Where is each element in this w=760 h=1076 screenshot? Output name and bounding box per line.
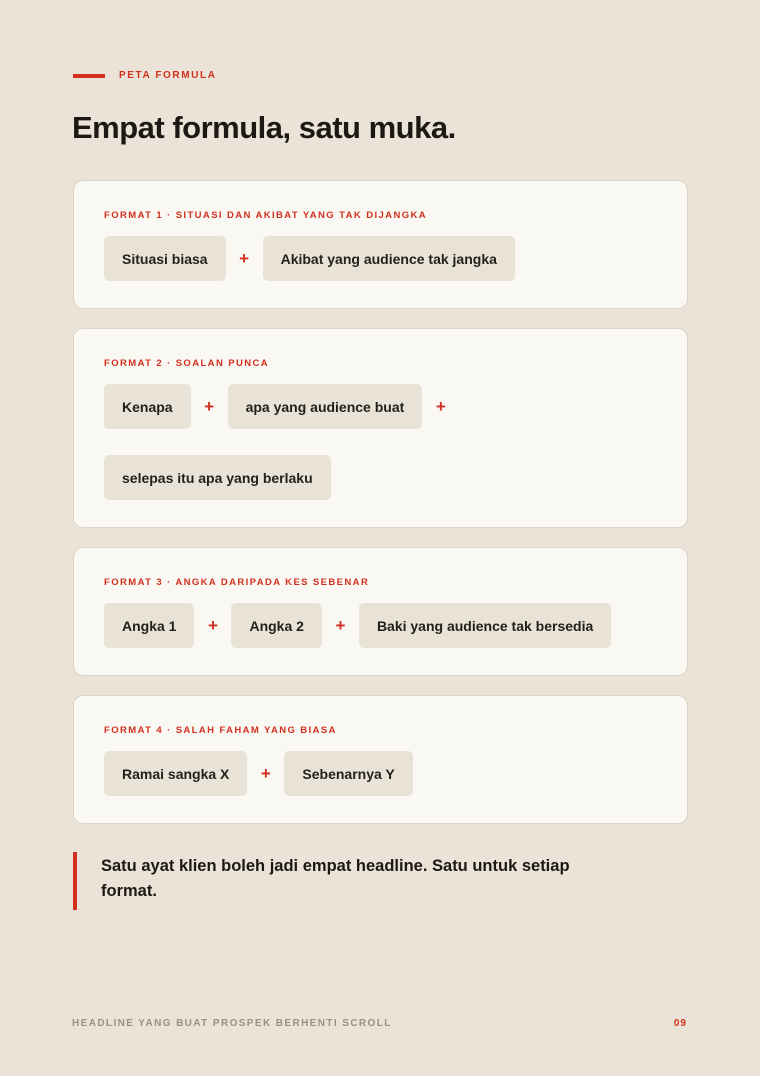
- formula-chip: Angka 1: [104, 603, 194, 648]
- formula-chip: Situasi biasa: [104, 236, 226, 281]
- formula-chip: Ramai sangka X: [104, 751, 247, 796]
- format-label: FORMAT 4 · SALAH FAHAM YANG BIASA: [104, 725, 337, 736]
- format-card-4: [73, 695, 688, 824]
- format-label: FORMAT 3 · ANGKA DARIPADA KES SEBENAR: [104, 577, 370, 588]
- formula-chip: Baki yang audience tak bersedia: [359, 603, 611, 648]
- plus-icon: +: [335, 616, 346, 635]
- footer-title: HEADLINE YANG BUAT PROSPEK BERHENTI SCROLL: [72, 1018, 392, 1029]
- format-card-2: [73, 328, 688, 528]
- formula-chips: [104, 603, 657, 648]
- formula-chip: Angka 2: [231, 603, 321, 648]
- formula-chips: [104, 236, 657, 281]
- formula-chip: apa yang audience buat: [228, 384, 423, 429]
- formula-chip: Sebenarnya Y: [284, 751, 412, 796]
- formula-chips: [104, 751, 657, 796]
- plus-icon: +: [260, 764, 271, 783]
- plus-icon: +: [239, 249, 250, 268]
- format-card-3: [73, 547, 688, 676]
- eyebrow: [73, 70, 217, 81]
- page-number: 09: [673, 1018, 687, 1029]
- plus-icon: +: [208, 616, 218, 635]
- plus-icon: +: [435, 397, 446, 416]
- pull-quote: Satu ayat klien boleh jadi empat headline. Satu untuk setiap format.: [73, 852, 593, 910]
- format-label: FORMAT 1 · SITUASI DAN AKIBAT YANG TAK DIJANGKA: [104, 210, 428, 221]
- page-title: Empat formula, satu muka.: [72, 110, 456, 145]
- format-label: FORMAT 2 · SOALAN PUNCA: [104, 358, 270, 369]
- formula-chip: selepas itu apa yang berlaku: [104, 455, 331, 500]
- eyebrow-rule: [73, 74, 105, 78]
- format-card-1: [73, 180, 688, 309]
- formula-chip: Kenapa: [104, 384, 191, 429]
- eyebrow-label: PETA FORMULA: [119, 70, 217, 81]
- formula-chip: Akibat yang audience tak jangka: [263, 236, 515, 281]
- plus-icon: +: [204, 397, 215, 416]
- formula-chips: [104, 384, 657, 500]
- formula-cards: [73, 180, 688, 843]
